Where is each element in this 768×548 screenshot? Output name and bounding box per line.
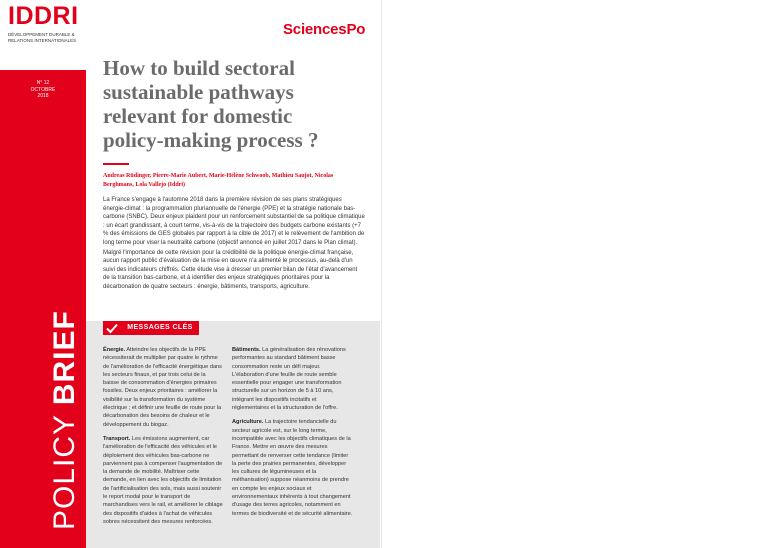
key-message — [103, 435, 223, 526]
key-message-term: Transport. — [103, 435, 131, 442]
iddri-logo — [0, 0, 86, 70]
key-message-term: Bâtiments. — [232, 347, 261, 353]
intro-paragraph: La France s'engage à l'automne 2018 dans la première révision de ses plans stratégiques énergie-climat : la programmation pluriannuelle de l'énergie (PPE) et la stratégie nationale bas-carbone (SNBC). Deux enjeux plaident pour un renforcement substantiel de sa politique climatique : un écart grandissant, à court terme, vis-à-vis de la trajectoire des budgets carbone existants (+7 % des émissions de GES globales par rapport à la cible de 2017) et le relèvement de l'ambition de long terme pour viser la neutralité carbone (objectif annoncé en juillet 2017 dans le Plan climat). — [103, 197, 365, 246]
key-message-text: La généralisation des rénovations performantes au standard bâtiment basse consommation reste un défi majeur. L'élaboration d'une feuille de route semble essentielle pour engager une transformation structurelle sur un horizon de 5 à 10 ans, intégrant les dispositifs incitatifs et réglementaires et la structuration de l'offre. — [232, 347, 346, 412]
key-message — [232, 418, 354, 518]
logo-name: IDDRI — [8, 2, 79, 30]
key-message-text: Atteindre les objectifs de la PPE nécessiterait de multiplier par quatre le rythme de l'amélioration de l'efficacité énergétique dans les secteurs finaux, et par trois celui de la baisse de consommation d'énergies primaires fossiles. Deux enjeux prioritaires : améliorer la visibilité sur la transformation du système électrique ; et définir une feuille de route pour la décarbonation des besoins de chaleur et le développement du biogaz. — [103, 347, 222, 428]
title-divider — [103, 163, 129, 165]
series-label-light: POLICY — [48, 414, 81, 530]
page-title: How to build sectoral sustainable pathways relevant for domestic policy-making process ? — [103, 56, 319, 152]
key-message — [232, 346, 354, 412]
issue-year: 2018 — [37, 93, 49, 99]
key-message-term: Énergie. — [103, 347, 126, 353]
intro-paragraph: Malgré l'importance de cette révision pour la crédibilité de la politique énergie-climat française, aucun rapport public d'évaluation de la mise en œuvre n'a alimenté le processus, au-delà d'un suivi des indicateurs chiffrés. Cette étude vise à dresser un premier bilan de l'état d'avancement de la transition bas-carbone, et à identifier des enjeux stratégiques prioritaires pour la décarbonation de quatre secteurs : énergie, bâtiments, transports, agriculture. — [103, 249, 358, 290]
key-messages-column-left — [103, 346, 223, 532]
key-message-term: Agriculture. — [232, 419, 264, 426]
authors: Andreas Rüdinger, Pierre-Marie Aubert, Marie-Hélène Schwoob, Mathieu Saujot, Nicolas Berghmans, Lola Vallejo (Iddri) — [103, 173, 334, 188]
key-message — [103, 346, 223, 429]
logo-subtitle: DÉVELOPPEMENT DURABLE & RELATIONS INTERNATIONALES — [8, 32, 77, 43]
sciencespo-logo: SciencesPo — [283, 21, 366, 38]
key-message-text: La trajectoire tendancielle du secteur agricole est, sur le long terme, incompatible avec les objectifs climatiques de la France. Mettre en œuvre des mesures permettant de renverser cette tendance (limiter la perte des prairies permanentes, développer les cultures de légumineuses et la méthanisation) suppose néanmoins de prendre en compte les enjeux sociaux et environnementaux inhérents à tout changement d'usage des terres agricoles, notamment en termes de biodiversité et de sécurité alimentaire. — [232, 419, 353, 517]
issue-info — [0, 80, 86, 100]
series-label-bold: BRIEF — [48, 310, 81, 406]
issue-number: N° 12 — [36, 80, 50, 86]
key-messages-title: MESSAGES CLÉS — [127, 324, 193, 331]
policy-brief-front-page — [0, 0, 380, 548]
check-icon — [103, 321, 121, 335]
blank-facing-page — [381, 0, 768, 548]
sidebar — [0, 0, 86, 548]
series-label — [48, 310, 82, 530]
issue-month: OCTOBRE — [30, 86, 56, 93]
intro-text — [103, 196, 365, 293]
key-message-text: Les émissions augmentent, car l'amélioration de l'efficacité des véhicules et le déploiement des véhicules bas-carbone ne parviennent pas à compenser l'augmentation de la demande de mobilité. Maîtriser cette demande, en lien avec les objectifs de limitation de l'artificialisation des sols, mais aussi soutenir le report modal pour le transport de marchandises vers le rail, et améliorer le ciblage des dispositifs d'aides à l'achat de véhicules sobres nécessitent des mesures renforcées. — [103, 435, 223, 525]
key-messages-column-right — [232, 346, 354, 524]
